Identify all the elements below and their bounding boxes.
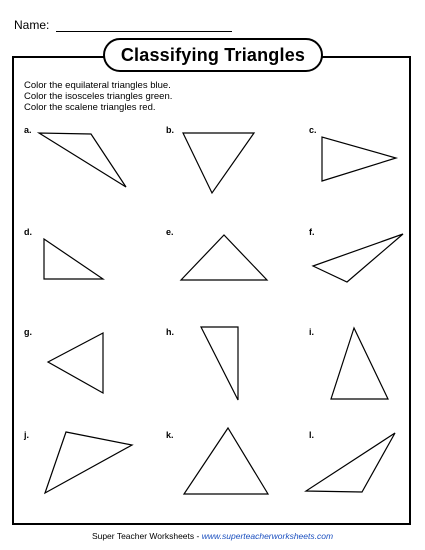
triangle-f[interactable]: [313, 234, 403, 282]
label-c: c.: [309, 125, 317, 135]
triangle-b[interactable]: [183, 133, 254, 193]
label-b: b.: [166, 125, 174, 135]
triangle-e[interactable]: [181, 235, 267, 280]
instruction-equilateral: Color the equilateral triangles blue.: [24, 80, 171, 91]
label-j: j.: [24, 430, 30, 440]
instruction-isosceles: Color the isosceles triangles green.: [24, 91, 173, 102]
worksheet-title: Classifying Triangles: [103, 38, 323, 72]
triangle-d[interactable]: [44, 239, 103, 279]
label-d: d.: [24, 227, 32, 237]
label-h: h.: [166, 327, 174, 337]
footer-link[interactable]: www.superteacherworksheets.com: [201, 531, 334, 541]
name-label: Name:: [14, 18, 50, 32]
triangle-h[interactable]: [201, 327, 238, 400]
triangle-a[interactable]: [39, 133, 126, 187]
footer: [0, 531, 425, 541]
label-g: g.: [24, 327, 32, 337]
triangle-k[interactable]: [184, 428, 268, 494]
triangle-c[interactable]: [322, 137, 396, 181]
label-e: e.: [166, 227, 174, 237]
triangle-g[interactable]: [48, 333, 103, 393]
footer-text: Super Teacher Worksheets -: [91, 531, 202, 541]
triangle-j[interactable]: [45, 432, 132, 493]
triangle-l[interactable]: [306, 433, 395, 492]
label-l: l.: [309, 430, 315, 440]
triangle-i[interactable]: [331, 328, 388, 399]
label-i: i.: [309, 327, 315, 337]
label-a: a.: [24, 125, 32, 135]
instruction-scalene: Color the scalene triangles red.: [24, 102, 156, 113]
label-f: f.: [309, 227, 315, 237]
label-k: k.: [166, 430, 174, 440]
